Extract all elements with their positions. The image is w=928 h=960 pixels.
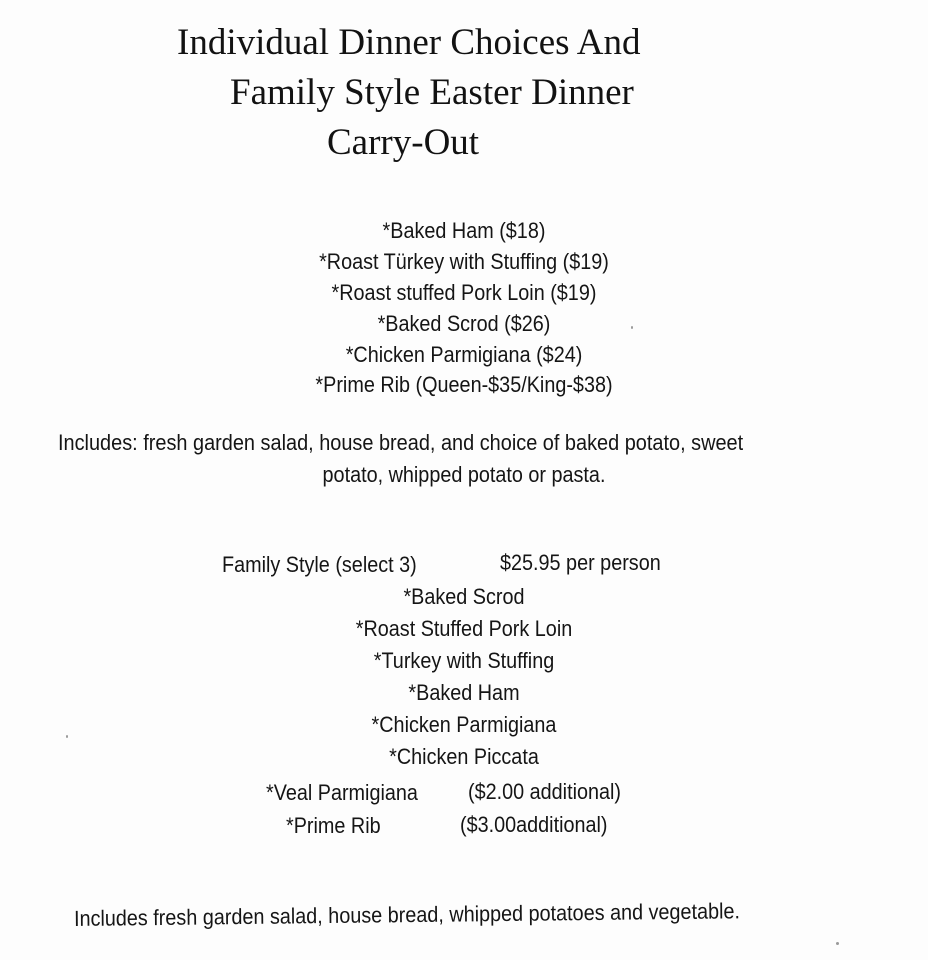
individual-item-roast-turkey: *Roast Türkey with Stuffing ($19)	[319, 249, 609, 274]
family-style-price: $25.95 per person	[500, 550, 661, 575]
individual-item-prime-rib: *Prime Rib (Queen-$35/King-$38)	[315, 372, 613, 397]
individual-item-pork-loin: *Roast stuffed Pork Loin ($19)	[331, 280, 597, 305]
individual-item-baked-ham: *Baked Ham ($18)	[382, 218, 546, 243]
scan-speck	[631, 326, 633, 329]
page-title-line-2: Family Style Easter Dinner	[230, 72, 634, 113]
individual-item-baked-scrod: *Baked Scrod ($26)	[377, 311, 551, 336]
family-item-chicken-piccata: *Chicken Piccata	[389, 744, 539, 769]
individual-includes-line-1: Includes: fresh garden salad, house bread, and choice of baked potato, sweet	[58, 430, 744, 455]
family-item-chicken-parmigiana: *Chicken Parmigiana	[371, 712, 557, 737]
family-item-baked-scrod: *Baked Scrod	[403, 584, 525, 609]
family-extra-prime-rib-note: ($3.00additional)	[460, 812, 608, 837]
page-title-line-3: Carry-Out	[327, 122, 480, 163]
scan-speck	[836, 942, 839, 945]
family-item-turkey: *Turkey with Stuffing	[373, 648, 555, 673]
individual-item-chicken-parmigiana: *Chicken Parmigiana ($24)	[345, 342, 583, 367]
family-style-heading: Family Style (select 3)	[222, 552, 417, 577]
family-item-pork-loin: *Roast Stuffed Pork Loin	[355, 616, 573, 641]
family-includes-line: Includes fresh garden salad, house bread, whipped potatoes and vegetable.	[73, 898, 741, 931]
family-item-baked-ham: *Baked Ham	[408, 680, 520, 705]
scan-speck	[66, 735, 68, 738]
family-extra-veal-name: *Veal Parmigiana	[266, 780, 418, 805]
family-extra-veal-note: ($2.00 additional)	[468, 779, 622, 804]
page-title-line-1: Individual Dinner Choices And	[177, 22, 641, 63]
family-extra-prime-rib-name: *Prime Rib	[286, 813, 381, 838]
individual-includes-line-2: potato, whipped potato or pasta.	[322, 462, 606, 487]
